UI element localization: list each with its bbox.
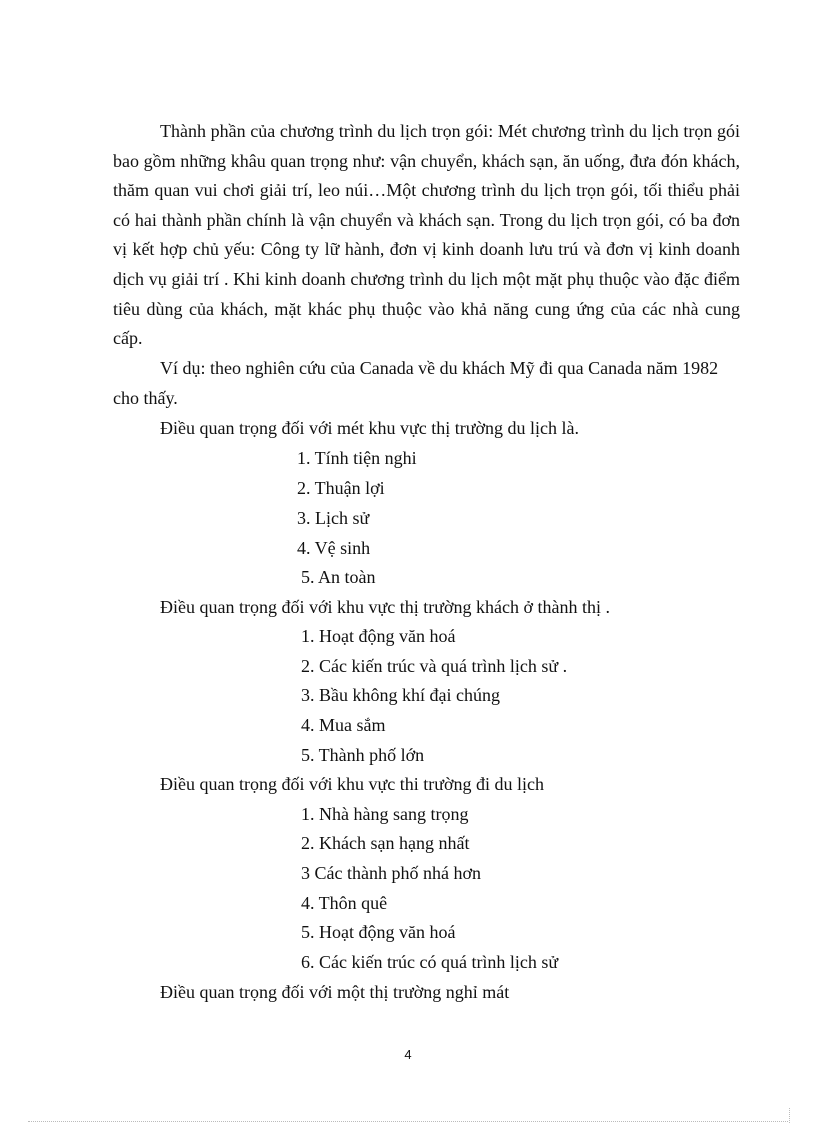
section-3-item: 5. Hoạt động văn hoá — [301, 922, 456, 942]
page-number: 4 — [404, 1047, 412, 1062]
section-2-item: 2. Các kiến trúc và quá trình lịch sử . — [301, 656, 568, 676]
section-2-item: 4. Mua sắm — [301, 715, 386, 735]
section-1-heading: Điều quan trọng đối với mét khu vực thị trường du lịch là. — [160, 418, 579, 438]
section-3-item: 1. Nhà hàng sang trọng — [301, 804, 469, 824]
section-2-heading: Điều quan trọng đối với khu vực thị trường khách ở thành thị . — [160, 597, 610, 617]
section-1-item: 3. Lịch sử — [297, 508, 370, 528]
section-3-item: 2. Khách sạn hạng nhất — [301, 833, 470, 853]
section-1-item: 4. Vệ sinh — [297, 538, 371, 558]
section-3-item: 4. Thôn quê — [301, 893, 388, 913]
section-2-item: 5. Thành phố lớn — [301, 745, 425, 765]
section-1-item: 1. Tính tiện nghi — [297, 448, 417, 468]
margin-divider — [789, 1108, 790, 1123]
intro-paragraph: Thành phần của chương trình du lịch trọn gói: Mét chương trình du lịch trọn gói bao gồm những khâu quan trọng như: vận chuyển, khách sạn, ăn uống, đưa đón khách, thăm quan vui chơi giải trí, leo núi…Một chương trình du lịch trọn gói, tối thiểu phải có hai thành phần chính là vận chuyển và khách sạn. Trong du lịch trọn gói, có ba đơn vị kết hợp chủ yếu: Công ty lữ hành, đơn vị kinh doanh lưu trú và đơn vị kinh doanh dịch vụ giải trí . Khi kinh doanh chương trình du lịch một mặt phụ thuộc vào đặc điểm tiêu dùng của khách, mặt khác phụ thuộc vào khả năng cung ứng của các nhà cung cấp. — [113, 121, 740, 349]
example-line-1: Ví dụ: theo nghiên cứu của Canada về du khách Mỹ đi qua Canada năm 1982 — [160, 358, 719, 378]
section-3-item: 6. Các kiến trúc có quá trình lịch sử — [301, 952, 559, 972]
section-1-item: 5. An toàn — [301, 567, 376, 587]
section-3-heading: Điều quan trọng đối với khu vực thi trường đi du lịch — [160, 774, 545, 794]
section-3-item: 3 Các thành phố nhá hơn — [301, 863, 481, 883]
example-line-2: cho thấy. — [113, 388, 178, 408]
section-1-item: 2. Thuận lợi — [297, 478, 385, 498]
footer-divider — [28, 1121, 788, 1122]
section-2-item: 3. Bầu không khí đại chúng — [301, 685, 500, 705]
section-4-heading: Điều quan trọng đối với một thị trường nghỉ mát — [160, 982, 510, 1002]
section-2-item: 1. Hoạt động văn hoá — [301, 626, 456, 646]
